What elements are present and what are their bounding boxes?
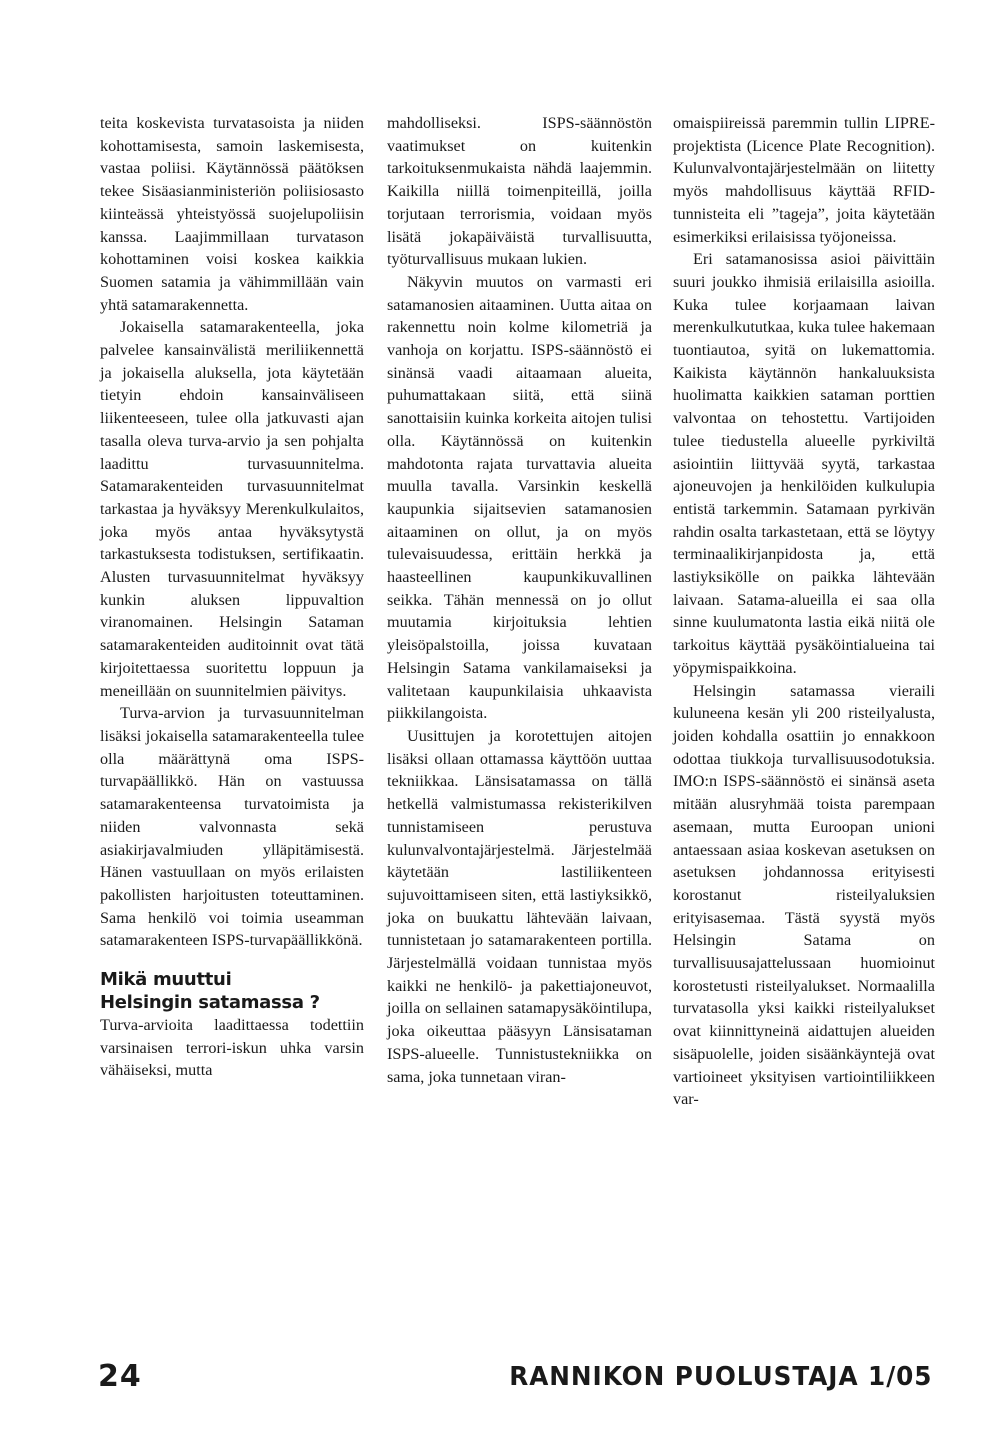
paragraph: teita koskevista turvatasoista ja niiden kohottamisesta, samoin laskemisesta, vastaa poliisi. Käytännössä päätöksen tekee Sisäasianministeriön poliisiosasto kiinteässä yhteistyössä suojelupoliisin kanssa. Laajimmillaan turvatason kohottaminen voisi koskea kaikkia Suomen satamia ja vähimmillään vain yhtä satamarakennetta. bbox=[100, 114, 364, 314]
paragraph: Näkyvin muutos on varmasti eri satamanosien aitaaminen. Uutta aitaa on rakennettu noin kolme kilometriä ja vanhoja on korjattu. ISPS-säännöstö ei sinänsä vaadi aitaamaan alueita, puhumattakaan siitä, että siinä sanottaisiin kuinka korkeita aitojen tulisi olla. Käytännössä on kuitenkin mahdotonta rajata turvattavia alueita muulla tavalla. Varsinkin keskellä kaupunkia sijaitsevien satamanosien aitaaminen on ollut, ja on myös tulevaisuudessa, erittäin herkkä ja haasteellinen kaupunkikuvallinen seikka. Tähän mennessä on jo ollut muutamia kirjoituksia lehtien yleisöpalstoilla, joissa kuvataan Helsingin Satama vankilamaiseksi ja valitetaan kaupunkilaisia uhkaavista piikkilangoista. bbox=[387, 272, 652, 723]
article-column-1 bbox=[100, 112, 364, 1082]
paragraph: omaispiireissä paremmin tullin LIPRE-projektista (Licence Plate Recognition). Kulunvalvontajärjestelmään on liitetty myös mahdollisuus käyttää RFID-tunnisteita eli ”tageja”, joita käytetään esimerkiksi erilaisissa työjoneissa. bbox=[673, 114, 935, 246]
section-heading-line-2: Helsingin satamassa ? bbox=[100, 992, 320, 1014]
article-column-3 bbox=[673, 112, 935, 1111]
page-number: 24 bbox=[98, 1359, 142, 1394]
magazine-issue-label: RANNIKON PUOLUSTAJA 1/05 bbox=[508, 1362, 932, 1392]
paragraph: Turva-arvioita laadittaessa todettiin varsinaisen terrori-iskun uhka varsin vähäiseksi, mutta bbox=[100, 1016, 364, 1080]
paragraph: Turva-arvion ja turvasuunnitelman lisäksi jokaisella satamarakenteella tulee olla määrättynä oma ISPS-turvapäällikkö. Hän on vastuussa satamarakenteensa turvatoimista ja niiden valvonnasta sekä asiakirjavalmiuden ylläpitämisestä. Hänen vastuullaan on myös erilaisten pakollisten harjoitusten toteuttaminen. Sama henkilö voi toimia useamman satamarakenteen ISPS-turvapäällikkönä. bbox=[100, 704, 364, 950]
section-heading-line-1: Mikä muuttui bbox=[100, 969, 232, 991]
paragraph: Jokaisella satamarakenteella, joka palvelee kansainvälistä meriliikennettä ja jokaisella aluksella, jota käytetään tietyin ehdoin kansainväliseen liikenteeseen, tulee olla jatkuvasti ajan tasalla oleva turva-arvio ja sen pohjalta laadittu turvasuunnitelma. Satamarakenteiden turvasuunnitelmat tarkastaa ja hyväksyy Merenkulkulaitos, joka myös antaa hyväksytystä tarkastuksesta todistuksen, sertifikaatin. Alusten turvasuunnitelmat hyväksyy kunkin aluksen lippuvaltion viranomainen. Helsingin Sataman satamarakenteiden auditoinnit ovat tätä kirjoitettaessa suoritettu loppuun ja meneillään on suunnitelmien päivitys. bbox=[100, 318, 364, 700]
paragraph: mahdolliseksi. ISPS-säännöstön vaatimukset on kuitenkin tarkoituksenmukaista nähdä laajemmin. Kaikilla niillä toimenpiteillä, joilla torjutaan terrorismia, voidaan myös lisätä jokapäiväistä turvallisuutta, työturvallisuus mukaan lukien. bbox=[387, 114, 652, 269]
paragraph: Uusittujen ja korotettujen aitojen lisäksi ollaan ottamassa käyttöön uuttaa tekniikkaa. Länsisatamassa on tällä hetkellä valmistumassa rekisterikilven tunnistamiseen perustuva kulunvalvontajärjestelmä. Järjestelmää käytetään lastiliikenteen sujuvoittamiseen siten, että lastiyksikkö, joka on buukattu lähtevään laivaan, tunnistetaan jo satamarakenteen portilla. Järjestelmällä voidaan tunnistaa myös kaikki ne henkilö- ja pakettiajoneuvot, joilla on sellainen satamapysäköintilupa, joka oikeuttaa pääsyyn Länsisataman ISPS-alueelle. Tunnistustekniikka on sama, joka tunnetaan viran- bbox=[387, 726, 652, 1086]
article-column-2 bbox=[387, 112, 652, 1088]
paragraph: Helsingin satamassa vieraili kuluneena kesän yli 200 risteilyalusta, joiden kohdalla osattiin jo ennakkoon odottaa tiukkoja turvallisuusodotuksia. IMO:n ISPS-säännöstö ei sinänsä aseta mitään alusryhmää toista parempaan asemaan, mutta Euroopan unioni antaessaan asiaa koskevan asetuksen on asetuksen johdannossa erityisesti korostanut risteilyaluksien erityisasemaa. Tästä syystä myös Helsingin Satama on turvallisuusajattelussaan huomioinut korostetusti risteilyalukset. Normaalilla turvatasolla yksi kaikki risteilyalukset ovat kiinnittyneinä aidattujen alueiden sisäpuolelle, joiden sisäänkäyntejä ovat vartioineet yksityisen vartiointiliikkeen var- bbox=[673, 681, 935, 1109]
paragraph: Eri satamanosissa asioi päivittäin suuri joukko ihmisiä erilaisilla asioilla. Kuka tulee korjaamaan laivan merenkulkututkaa, kuka tulee hakemaan tuontiautoa, syitä on lukemattomia. Kaikista käytännön hankaluuksista huolimatta kaikkien sataman porttien valvontaa on tehostettu. Vartijoiden tulee tiedustella alueelle pyrkiviltä asiointiin liittyvää syytä, tarkastaa ajoneuvojen ja henkilöiden kulkulupia entistä tarkemmin. Satamaan pyrkivän rahdin osalta tarkastetaan, että se löytyy terminaalikirjanpidosta ja, että lastiyksikölle on paikka lähtevään laivaan. Satama-alueilla ei saa olla sinne kuulumatonta lastia eikä niitä ole tarkoitus käyttää pysäköintialueina tai yöpymispaikkoina. bbox=[673, 250, 935, 677]
section-heading bbox=[100, 968, 364, 1014]
